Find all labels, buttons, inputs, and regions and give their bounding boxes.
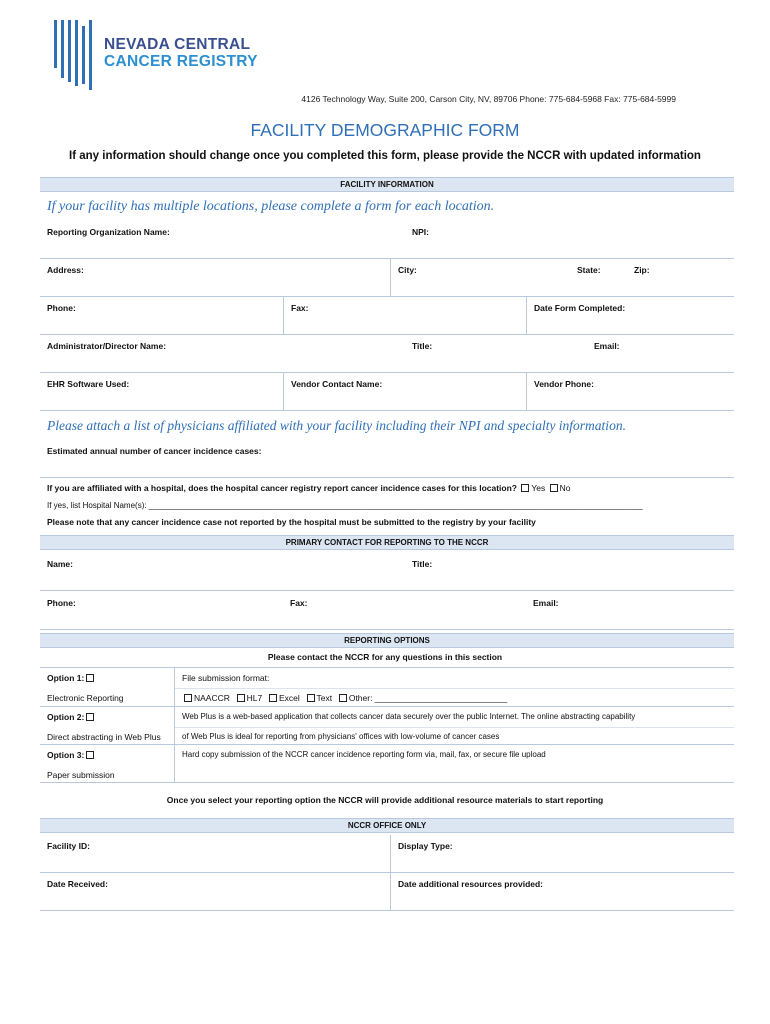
date-received-field[interactable]: [40, 873, 390, 910]
facility-information-heading: FACILITY INFORMATION: [40, 177, 734, 192]
option-1-row: [40, 667, 734, 707]
display-type-label: Display Type:: [398, 841, 453, 851]
estimated-cases-label: Estimated annual number of cancer incidence cases:: [47, 446, 262, 456]
attach-physicians-note: Please attach a list of physicians affiliated with your facility including their NPI and specialty information.: [47, 418, 626, 433]
option-3-checkbox[interactable]: [86, 751, 94, 759]
logo-wordmark: [104, 36, 258, 70]
hospital-names-field[interactable]: If yes, list Hospital Name(s): _______________________________________________________________________________________________________________: [47, 501, 643, 510]
option-3-label: Option 3:: [47, 750, 85, 760]
city-label: City:: [398, 265, 417, 275]
admin-email-label: Email:: [594, 341, 620, 351]
text-checkbox[interactable]: [307, 694, 315, 702]
no-label: No: [559, 483, 571, 493]
ehr-label: EHR Software Used:: [47, 379, 130, 389]
estimated-cases-field[interactable]: [40, 440, 734, 477]
excel-checkbox[interactable]: [269, 694, 277, 702]
web-plus-description-1: Web Plus is a web-based application that collects cancer data securely over the public Internet. The online abstracting capability: [182, 712, 636, 721]
web-plus-description-2: of Web Plus is ideal for reporting from physicians' offices with low-volume of cancer cases: [182, 732, 500, 741]
vendor-phone-field[interactable]: [526, 373, 734, 410]
phone-field[interactable]: [40, 297, 283, 334]
row-phone-fax: [40, 297, 734, 335]
npi-label: NPI:: [412, 227, 429, 237]
admin-email-field[interactable]: [587, 335, 734, 372]
row-contact-phone: [40, 592, 734, 630]
contact-title-label: Title:: [412, 559, 433, 569]
vendor-contact-label: Vendor Contact Name:: [291, 379, 383, 389]
contact-name-label: Name:: [47, 559, 73, 569]
hl7-checkbox[interactable]: [237, 694, 245, 702]
reporting-options-heading: REPORTING OPTIONS: [40, 633, 734, 648]
npi-field[interactable]: [405, 221, 734, 258]
facility-id-label: Facility ID:: [47, 841, 90, 851]
date-completed-label: Date Form Completed:: [534, 303, 626, 313]
multiple-locations-note: If your facility has multiple locations, please complete a form for each location.: [47, 199, 495, 214]
address-label: Address:: [47, 265, 84, 275]
facility-id-field[interactable]: [40, 835, 390, 872]
option-2-checkbox[interactable]: [86, 713, 94, 721]
zip-label: Zip:: [634, 265, 650, 275]
admin-name-field[interactable]: [40, 335, 405, 372]
row-contact-name: [40, 553, 734, 591]
yes-label: Yes: [531, 483, 546, 493]
admin-name-label: Administrator/Director Name:: [47, 341, 167, 351]
other-label[interactable]: Other: ____________________________: [348, 693, 508, 703]
option-1[interactable]: [47, 673, 96, 683]
nccr-logo: [52, 20, 258, 90]
paper-description: Hard copy submission of the NCCR cancer incidence reporting form via, mail, fax, or secure file upload: [182, 750, 546, 759]
option-3-row: [40, 745, 734, 783]
office-only-heading: NCCR OFFICE ONLY: [40, 818, 734, 833]
option-1-label: Option 1:: [47, 673, 85, 683]
phone-label: Phone:: [47, 303, 76, 313]
contact-fax-field[interactable]: [283, 592, 526, 629]
date-received-label: Date Received:: [47, 879, 108, 889]
ehr-field[interactable]: [40, 373, 283, 410]
form-title: FACILITY DEMOGRAPHIC FORM: [250, 120, 520, 140]
row-org-npi: [40, 221, 734, 259]
reporting-org-label: Reporting Organization Name:: [47, 227, 170, 237]
contact-phone-label: Phone:: [47, 598, 76, 608]
contact-fax-label: Fax:: [290, 598, 308, 608]
contact-phone-field[interactable]: [40, 592, 283, 629]
date-completed-field[interactable]: [526, 297, 734, 334]
option-2[interactable]: [47, 712, 96, 722]
zip-field[interactable]: [627, 259, 734, 296]
option-1-desc: Electronic Reporting: [47, 693, 124, 703]
address-field[interactable]: [40, 259, 390, 296]
yes-checkbox[interactable]: [521, 484, 529, 492]
row-admin: [40, 335, 734, 373]
state-field[interactable]: [570, 259, 627, 296]
option-3[interactable]: [47, 750, 96, 760]
option-2-desc: Direct abstracting in Web Plus: [47, 732, 161, 742]
row-estimated: [40, 440, 734, 478]
display-type-field[interactable]: [390, 835, 734, 872]
form-subtitle: If any information should change once you completed this form, please provide the NCCR with updated information: [69, 150, 701, 162]
text-label: Text: [316, 693, 333, 703]
admin-title-label: Title:: [412, 341, 433, 351]
city-field[interactable]: [390, 259, 570, 296]
fax-label: Fax:: [291, 303, 309, 313]
excel-label: Excel: [278, 693, 300, 703]
hl7-label: HL7: [246, 693, 263, 703]
date-resources-field[interactable]: [390, 873, 734, 910]
option-3-desc: Paper submission: [47, 770, 115, 780]
file-format-label: File submission format:: [182, 673, 270, 683]
contact-email-field[interactable]: [526, 592, 734, 629]
contact-email-label: Email:: [533, 598, 559, 608]
not-reported-note: Please note that any cancer incidence case not reported by the hospital must be submitted to the registry by your facility: [47, 517, 536, 527]
no-checkbox[interactable]: [550, 484, 558, 492]
other-checkbox[interactable]: [339, 694, 347, 702]
option-2-label: Option 2:: [47, 712, 85, 722]
row-address: [40, 259, 734, 297]
primary-contact-heading: PRIMARY CONTACT FOR REPORTING TO THE NCCR: [40, 535, 734, 550]
logo-line-2: CANCER REGISTRY: [104, 53, 258, 70]
logo-line-1: NEVADA CENTRAL: [104, 36, 251, 53]
contact-title-field[interactable]: [405, 553, 734, 590]
contact-name-field[interactable]: [40, 553, 405, 590]
reporting-org-field[interactable]: [40, 221, 398, 258]
option-1-checkbox[interactable]: [86, 674, 94, 682]
vendor-contact-field[interactable]: [283, 373, 526, 410]
admin-title-field[interactable]: [405, 335, 587, 372]
fax-field[interactable]: [283, 297, 526, 334]
row-date-received: [40, 873, 734, 911]
logo-bars-icon: [52, 20, 98, 90]
reporting-contact-note: Please contact the NCCR for any questions in this section: [267, 652, 503, 662]
naaccr-checkbox[interactable]: [184, 694, 192, 702]
reporting-footer-note: Once you select your reporting option the NCCR will provide additional resource materials to start reporting: [166, 795, 604, 805]
hospital-question: [47, 483, 571, 493]
state-label: State:: [577, 265, 601, 275]
option-2-row: [40, 707, 734, 745]
file-format-choices: [182, 693, 507, 703]
vendor-phone-label: Vendor Phone:: [534, 379, 594, 389]
date-resources-label: Date additional resources provided:: [398, 879, 544, 889]
row-ehr: [40, 373, 734, 411]
registry-address: 4126 Technology Way, Suite 200, Carson City, NV, 89706 Phone: 775-684-5968 Fax: 775-684-5999: [301, 94, 676, 104]
row-facility-id: [40, 835, 734, 873]
hospital-question-text: If you are affiliated with a hospital, does the hospital cancer registry report cancer incidence cases for this location?: [47, 483, 517, 493]
naaccr-label: NAACCR: [194, 693, 230, 703]
